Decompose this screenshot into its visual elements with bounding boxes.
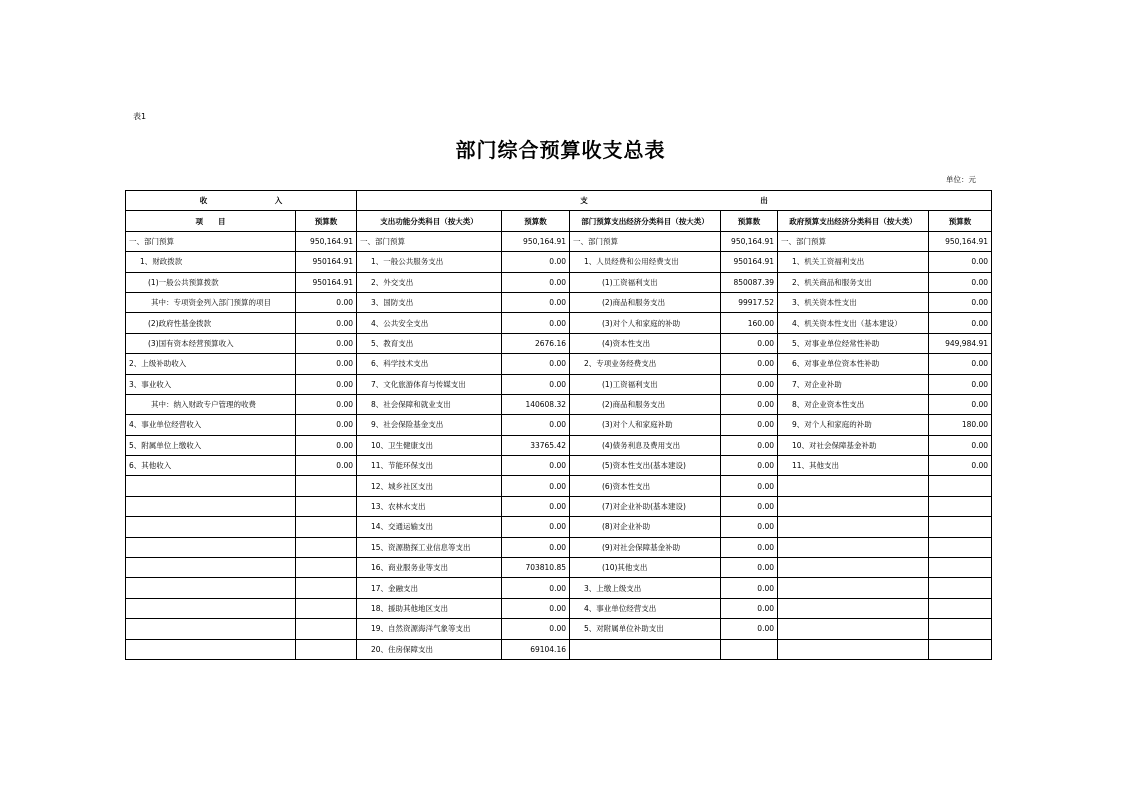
dept-econ-budget-cell: 0.00 <box>721 517 778 537</box>
func-class-item-cell: 3、国防支出 <box>357 292 502 312</box>
budget-header: 预算数 <box>502 211 570 231</box>
func-class-item-cell: 18、援助其他地区支出 <box>357 598 502 618</box>
gov-econ-budget-cell: 0.00 <box>929 252 992 272</box>
dept-econ-budget-cell <box>721 639 778 659</box>
dept-econ-item-cell: (2)商品和服务支出 <box>570 394 721 414</box>
table-row <box>126 639 992 659</box>
budget-header: 预算数 <box>929 211 992 231</box>
dept-econ-item-cell: (1)工资福利支出 <box>570 374 721 394</box>
func-class-item-cell: 20、住房保障支出 <box>357 639 502 659</box>
table-row <box>126 313 992 333</box>
table-row <box>126 496 992 516</box>
func-class-item-cell: 5、教育支出 <box>357 333 502 353</box>
gov-econ-item-cell: 5、对事业单位经常性补助 <box>778 333 929 353</box>
gov-econ-budget-cell: 0.00 <box>929 313 992 333</box>
gov-econ-budget-cell <box>929 476 992 496</box>
gov-econ-budget-cell: 0.00 <box>929 272 992 292</box>
table-row <box>126 333 992 353</box>
income-budget-cell: 0.00 <box>296 313 357 333</box>
gov-econ-budget-cell: 0.00 <box>929 292 992 312</box>
income-group-header: 收 入 <box>126 191 357 211</box>
func-class-budget-cell: 0.00 <box>502 619 570 639</box>
table-row <box>126 354 992 374</box>
func-class-item-cell: 13、农林水支出 <box>357 496 502 516</box>
gov-econ-budget-cell: 180.00 <box>929 415 992 435</box>
income-budget-cell: 950164.91 <box>296 252 357 272</box>
income-item-cell: 其中：专项资金列入部门预算的项目 <box>126 292 296 312</box>
dept-econ-item-cell: (1)工资福利支出 <box>570 272 721 292</box>
income-budget-cell: 0.00 <box>296 456 357 476</box>
gov-econ-budget-cell: 0.00 <box>929 435 992 455</box>
income-budget-cell <box>296 639 357 659</box>
income-budget-cell <box>296 558 357 578</box>
func-class-budget-cell: 33765.42 <box>502 435 570 455</box>
income-item-cell <box>126 476 296 496</box>
dept-econ-item-cell: 3、上缴上级支出 <box>570 578 721 598</box>
table-row <box>126 272 992 292</box>
dept-econ-item-cell: 一、部门预算 <box>570 231 721 251</box>
income-budget-cell: 0.00 <box>296 333 357 353</box>
table-row <box>126 619 992 639</box>
gov-econ-item-cell <box>778 496 929 516</box>
func-class-item-cell: 4、公共安全支出 <box>357 313 502 333</box>
table-row <box>126 292 992 312</box>
func-class-budget-cell: 2676.16 <box>502 333 570 353</box>
dept-econ-budget-cell: 0.00 <box>721 394 778 414</box>
gov-econ-item-cell: 3、机关资本性支出 <box>778 292 929 312</box>
gov-econ-item-cell: 10、对社会保障基金补助 <box>778 435 929 455</box>
table-row <box>126 517 992 537</box>
income-item-cell <box>126 598 296 618</box>
income-item-cell: 1、财政拨款 <box>126 252 296 272</box>
dept-econ-item-cell: (5)资本性支出(基本建设) <box>570 456 721 476</box>
table-row <box>126 598 992 618</box>
budget-header: 预算数 <box>296 211 357 231</box>
func-class-budget-cell: 0.00 <box>502 517 570 537</box>
dept-econ-budget-cell: 0.00 <box>721 354 778 374</box>
dept-econ-budget-cell: 0.00 <box>721 456 778 476</box>
table-row <box>126 252 992 272</box>
table-row <box>126 456 992 476</box>
unit-label: 单位：元 <box>946 175 976 184</box>
budget-header: 预算数 <box>721 211 778 231</box>
dept-econ-item-cell: (4)债务利息及费用支出 <box>570 435 721 455</box>
dept-econ-budget-cell: 0.00 <box>721 374 778 394</box>
gov-econ-item-cell <box>778 537 929 557</box>
income-budget-cell: 0.00 <box>296 292 357 312</box>
income-item-cell: (2)政府性基金拨款 <box>126 313 296 333</box>
dept-econ-budget-cell: 850087.39 <box>721 272 778 292</box>
gov-econ-budget-cell <box>929 558 992 578</box>
gov-econ-item-cell <box>778 578 929 598</box>
func-class-item-cell: 2、外交支出 <box>357 272 502 292</box>
func-class-budget-cell: 0.00 <box>502 415 570 435</box>
func-class-item-cell: 16、商业服务业等支出 <box>357 558 502 578</box>
gov-econ-budget-cell <box>929 517 992 537</box>
dept-econ-item-cell: (6)资本性支出 <box>570 476 721 496</box>
gov-econ-item-cell: 1、机关工资福利支出 <box>778 252 929 272</box>
gov-econ-budget-cell: 0.00 <box>929 354 992 374</box>
func-class-item-cell: 12、城乡社区支出 <box>357 476 502 496</box>
dept-econ-item-cell: (8)对企业补助 <box>570 517 721 537</box>
gov-econ-item-cell: 2、机关商品和服务支出 <box>778 272 929 292</box>
item-header: 项 目 <box>126 211 296 231</box>
income-item-cell: 4、事业单位经营收入 <box>126 415 296 435</box>
income-budget-cell <box>296 476 357 496</box>
gov-econ-item-cell <box>778 619 929 639</box>
gov-econ-item-cell <box>778 598 929 618</box>
gov-econ-budget-cell: 950,164.91 <box>929 231 992 251</box>
dept-econ-budget-cell: 0.00 <box>721 476 778 496</box>
func-class-item-cell: 17、金融支出 <box>357 578 502 598</box>
func-class-budget-cell: 69104.16 <box>502 639 570 659</box>
func-class-budget-cell: 0.00 <box>502 578 570 598</box>
gov-econ-item-cell: 一、部门预算 <box>778 231 929 251</box>
func-class-item-cell: 10、卫生健康支出 <box>357 435 502 455</box>
func-class-budget-cell: 0.00 <box>502 537 570 557</box>
func-class-item-cell: 11、节能环保支出 <box>357 456 502 476</box>
dept-econ-item-cell: 4、事业单位经营支出 <box>570 598 721 618</box>
gov-econ-item-cell <box>778 639 929 659</box>
gov-econ-budget-cell <box>929 496 992 516</box>
gov-econ-item-cell: 7、对企业补助 <box>778 374 929 394</box>
gov-econ-budget-cell: 0.00 <box>929 374 992 394</box>
income-item-cell <box>126 496 296 516</box>
dept-econ-budget-cell: 0.00 <box>721 333 778 353</box>
gov-econ-budget-cell <box>929 619 992 639</box>
func-class-item-cell: 7、文化旅游体育与传媒支出 <box>357 374 502 394</box>
income-item-cell: 6、其他收入 <box>126 456 296 476</box>
dept-econ-budget-cell: 950164.91 <box>721 252 778 272</box>
table-label: 表1 <box>133 112 147 121</box>
func-class-item-cell: 14、交通运输支出 <box>357 517 502 537</box>
func-class-budget-cell: 703810.85 <box>502 558 570 578</box>
income-budget-cell: 0.00 <box>296 374 357 394</box>
table-row <box>126 435 992 455</box>
func-class-budget-cell: 0.00 <box>502 456 570 476</box>
func-class-budget-cell: 0.00 <box>502 496 570 516</box>
func-class-budget-cell: 0.00 <box>502 354 570 374</box>
budget-table <box>125 190 992 660</box>
income-budget-cell: 0.00 <box>296 354 357 374</box>
table-row <box>126 558 992 578</box>
gov-econ-item-cell: 9、对个人和家庭的补助 <box>778 415 929 435</box>
gov-econ-budget-cell: 949,984.91 <box>929 333 992 353</box>
gov-econ-item-cell: 6、对事业单位资本性补助 <box>778 354 929 374</box>
func-class-item-cell: 8、社会保障和就业支出 <box>357 394 502 414</box>
income-budget-cell: 0.00 <box>296 394 357 414</box>
income-item-cell <box>126 639 296 659</box>
func-class-item-cell: 6、科学技术支出 <box>357 354 502 374</box>
income-budget-cell: 950,164.91 <box>296 231 357 251</box>
func-class-budget-cell: 140608.32 <box>502 394 570 414</box>
gov-econ-budget-cell <box>929 598 992 618</box>
income-budget-cell: 0.00 <box>296 415 357 435</box>
gov-econ-item-cell: 11、其他支出 <box>778 456 929 476</box>
income-item-cell <box>126 537 296 557</box>
func-class-budget-cell: 0.00 <box>502 374 570 394</box>
func-class-budget-cell: 0.00 <box>502 292 570 312</box>
income-budget-cell <box>296 578 357 598</box>
dept-econ-budget-cell: 0.00 <box>721 598 778 618</box>
income-budget-cell <box>296 598 357 618</box>
gov-econ-item-cell <box>778 558 929 578</box>
func-class-budget-cell: 0.00 <box>502 476 570 496</box>
income-item-cell: (3)国有资本经营预算收入 <box>126 333 296 353</box>
func-class-budget-cell: 950,164.91 <box>502 231 570 251</box>
income-item-cell: 一、部门预算 <box>126 231 296 251</box>
gov-econ-item-cell: 4、机关资本性支出（基本建设） <box>778 313 929 333</box>
income-budget-cell: 950164.91 <box>296 272 357 292</box>
income-item-cell <box>126 517 296 537</box>
func-class-item-cell: 一、部门预算 <box>357 231 502 251</box>
income-item-cell: 3、事业收入 <box>126 374 296 394</box>
income-item-cell: 其中：纳入财政专户管理的收费 <box>126 394 296 414</box>
dept-econ-item-cell: (9)对社会保障基金补助 <box>570 537 721 557</box>
dept-econ-item-cell: (10)其他支出 <box>570 558 721 578</box>
income-item-cell <box>126 558 296 578</box>
table-row <box>126 537 992 557</box>
dept-econ-item-cell: 5、对附属单位补助支出 <box>570 619 721 639</box>
dept-econ-item-cell: 2、专项业务经费支出 <box>570 354 721 374</box>
dept-econ-header: 部门预算支出经济分类科目（按大类） <box>570 211 721 231</box>
gov-econ-budget-cell <box>929 578 992 598</box>
income-budget-cell <box>296 619 357 639</box>
gov-econ-item-cell <box>778 476 929 496</box>
dept-econ-budget-cell: 0.00 <box>721 496 778 516</box>
expense-group-header: 支 出 <box>357 191 992 211</box>
income-item-cell <box>126 578 296 598</box>
dept-econ-budget-cell: 99917.52 <box>721 292 778 312</box>
gov-econ-budget-cell <box>929 537 992 557</box>
dept-econ-budget-cell: 0.00 <box>721 578 778 598</box>
func-class-item-cell: 1、一般公共服务支出 <box>357 252 502 272</box>
dept-econ-budget-cell: 950,164.91 <box>721 231 778 251</box>
func-class-budget-cell: 0.00 <box>502 272 570 292</box>
table-row <box>126 415 992 435</box>
dept-econ-item-cell: (3)对个人和家庭的补助 <box>570 313 721 333</box>
dept-econ-budget-cell: 0.00 <box>721 435 778 455</box>
dept-econ-budget-cell: 0.00 <box>721 619 778 639</box>
gov-econ-budget-cell <box>929 639 992 659</box>
header-row-columns <box>126 211 992 231</box>
gov-econ-budget-cell: 0.00 <box>929 456 992 476</box>
header-row-group <box>126 191 992 211</box>
dept-econ-item-cell: 1、人员经费和公用经费支出 <box>570 252 721 272</box>
income-item-cell: (1)一般公共预算拨款 <box>126 272 296 292</box>
func-class-budget-cell: 0.00 <box>502 313 570 333</box>
func-class-item-cell: 15、资源勘探工业信息等支出 <box>357 537 502 557</box>
dept-econ-budget-cell: 0.00 <box>721 537 778 557</box>
income-budget-cell <box>296 537 357 557</box>
income-item-cell: 2、上级补助收入 <box>126 354 296 374</box>
income-budget-cell <box>296 496 357 516</box>
func-class-budget-cell: 0.00 <box>502 252 570 272</box>
dept-econ-budget-cell: 0.00 <box>721 415 778 435</box>
func-class-item-cell: 9、社会保险基金支出 <box>357 415 502 435</box>
page-title: 部门综合预算收支总表 <box>455 138 666 162</box>
gov-econ-budget-cell: 0.00 <box>929 394 992 414</box>
table-row <box>126 476 992 496</box>
func-class-budget-cell: 0.00 <box>502 598 570 618</box>
dept-econ-item-cell: (4)资本性支出 <box>570 333 721 353</box>
table-row <box>126 374 992 394</box>
income-budget-cell <box>296 517 357 537</box>
dept-econ-budget-cell: 160.00 <box>721 313 778 333</box>
dept-econ-item-cell: (3)对个人和家庭补助 <box>570 415 721 435</box>
income-item-cell <box>126 619 296 639</box>
dept-econ-item-cell: (7)对企业补助(基本建设) <box>570 496 721 516</box>
table-row <box>126 231 992 251</box>
income-item-cell: 5、附属单位上缴收入 <box>126 435 296 455</box>
gov-econ-item-cell <box>778 517 929 537</box>
table-row <box>126 578 992 598</box>
func-class-header: 支出功能分类科目（按大类） <box>357 211 502 231</box>
gov-econ-item-cell: 8、对企业资本性支出 <box>778 394 929 414</box>
income-budget-cell: 0.00 <box>296 435 357 455</box>
dept-econ-item-cell: (2)商品和服务支出 <box>570 292 721 312</box>
dept-econ-budget-cell: 0.00 <box>721 558 778 578</box>
table-row <box>126 394 992 414</box>
dept-econ-item-cell <box>570 639 721 659</box>
gov-econ-header: 政府预算支出经济分类科目（按大类） <box>778 211 929 231</box>
func-class-item-cell: 19、自然资源海洋气象等支出 <box>357 619 502 639</box>
